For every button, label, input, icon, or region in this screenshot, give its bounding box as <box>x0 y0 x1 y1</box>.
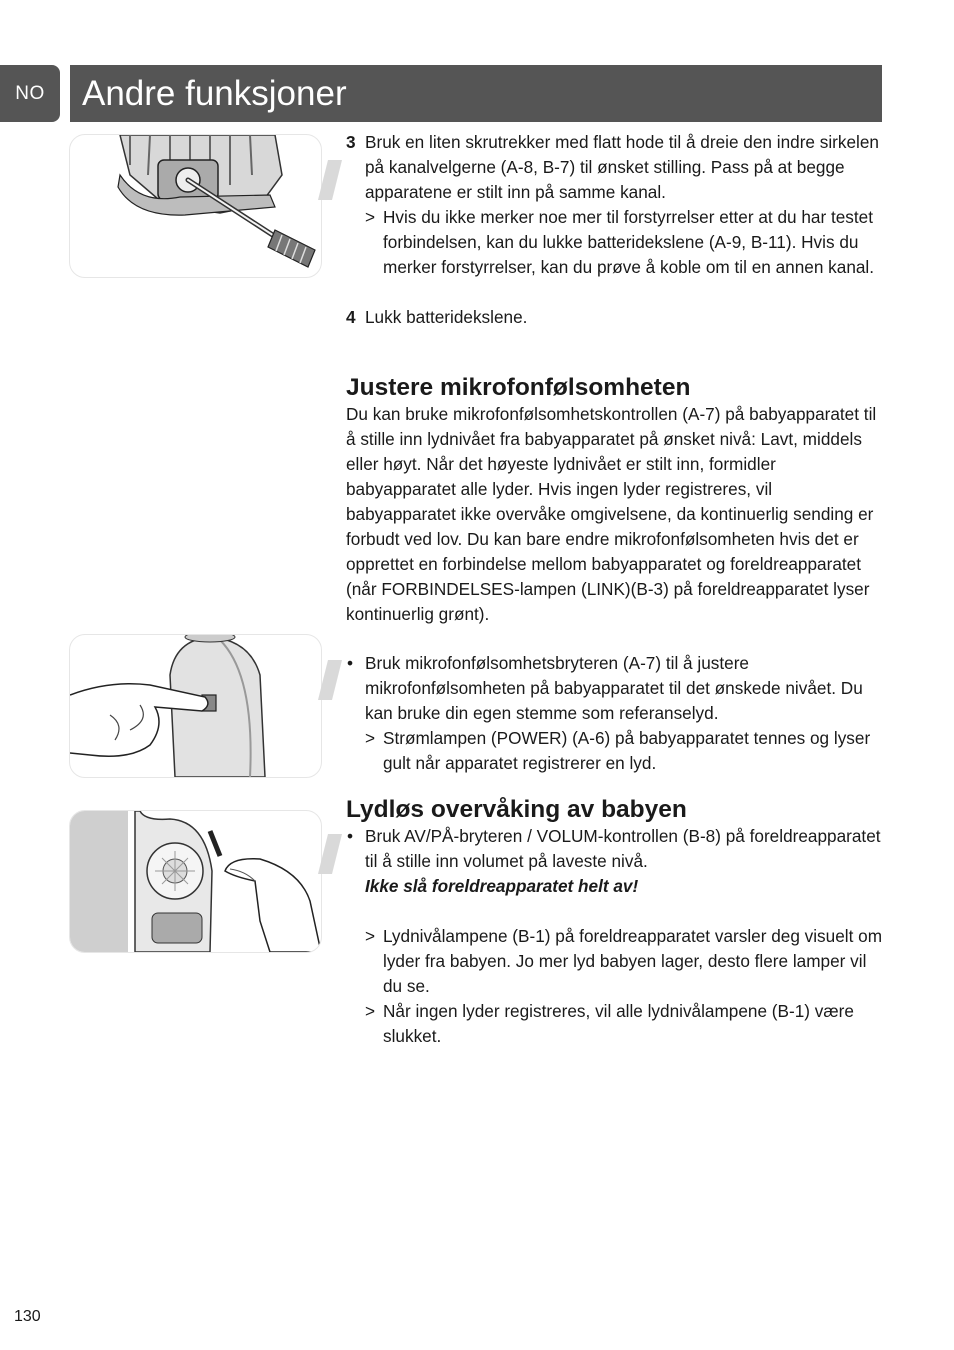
bullet-text: Bruk AV/PÅ-bryteren / VOLUM-kontrollen (B-8) på foreldreapparatet til å stille inn volumet på laveste nivå. <box>365 826 881 871</box>
result-marker: > <box>365 1001 376 1021</box>
mic-section <box>346 373 886 627</box>
bullet-text: Bruk mikrofonfølsomhetsbryteren (A-7) til å justere mikrofonfølsomheten på babyapparatet til det ønskede nivået. Du kan bruke din egen stemme som referanselyd. <box>365 653 863 723</box>
step-3 <box>346 130 886 205</box>
step-number: 3 <box>346 132 356 152</box>
result-text: Når ingen lyder registreres, vil alle lydnivålampene (B-1) være slukket. <box>383 1001 854 1046</box>
result-marker: > <box>365 207 376 227</box>
language-tab: NO <box>0 65 60 122</box>
warning-text: Ikke slå foreldreapparatet helt av! <box>365 876 639 896</box>
mic-instructions <box>346 651 886 776</box>
step-number: 4 <box>346 307 356 327</box>
channel-steps <box>346 130 886 330</box>
parent-unit-volume-illustration <box>69 810 322 953</box>
screwdriver-illustration <box>69 134 322 278</box>
result-item <box>346 726 886 776</box>
page-number: 130 <box>14 1308 41 1325</box>
section-heading: Justere mikrofonfølsomheten <box>346 374 691 401</box>
step-text: Lukk batteridekslene. <box>365 307 528 327</box>
result-item <box>346 999 886 1049</box>
step-3-result <box>346 205 886 280</box>
result-marker: > <box>365 728 376 748</box>
bullet-marker: • <box>347 826 354 846</box>
bullet-marker: • <box>347 653 354 673</box>
section-heading: Lydløs overvåking av babyen <box>346 796 687 823</box>
step-text: Bruk en liten skrutrekker med flatt hode til å dreie den indre sirkelen på kanalvelgerne (A-8, B-7) til ønsket stilling. Pass på at begge apparatene er stilt inn på samme kanal. <box>365 132 879 202</box>
result-text: Hvis du ikke merker noe mer til forstyrrelser etter at du har testet forbindelsen, kan du lukke batteridekslene (A-9, B-11). Hvis du merker forstyrrelser, kan du prøve å koble om til en annen kanal. <box>383 207 875 277</box>
finger-pressing-switch-illustration <box>69 634 322 778</box>
result-text: Lydnivålampene (B-1) på foreldreapparatet varsler deg visuelt om lyder fra babyen. Jo mer lyd babyen lager, desto flere lamper vil du se. <box>383 926 883 996</box>
section-intro: Du kan bruke mikrofonfølsomhetskontrollen (A-7) på babyapparatet til å stille inn lydnivået fra babyapparatet på ønsket nivå: Lavt, middels eller høyt. Når det høyeste lydnivået er stilt inn, formidler babyapparatet alle lyder. Hvis ingen lyder registreres, vil babyapparatet ikke overvåke omgivelsene, da kontinuerlig sending er forbudt ved lov. Du kan bare endre mikrofonfølsomheten hvis det er opprettet en forbindelse mellom babyapparatet og foreldreapparatet (når FORBINDELSES-lampen (LINK)(B-3) på foreldreapparatet lyser kontinuerlig grønt). <box>346 404 877 624</box>
page-title: Andre funksjoner <box>70 65 882 122</box>
step-4 <box>346 305 886 330</box>
result-marker: > <box>365 926 376 946</box>
bullet-item <box>346 824 886 899</box>
bullet-item <box>346 651 886 726</box>
silent-section <box>346 795 886 1049</box>
result-text: Strømlampen (POWER) (A-6) på babyapparatet tennes og lyser gult når apparatet registrerer en lyd. <box>383 728 871 773</box>
result-item <box>346 924 886 999</box>
